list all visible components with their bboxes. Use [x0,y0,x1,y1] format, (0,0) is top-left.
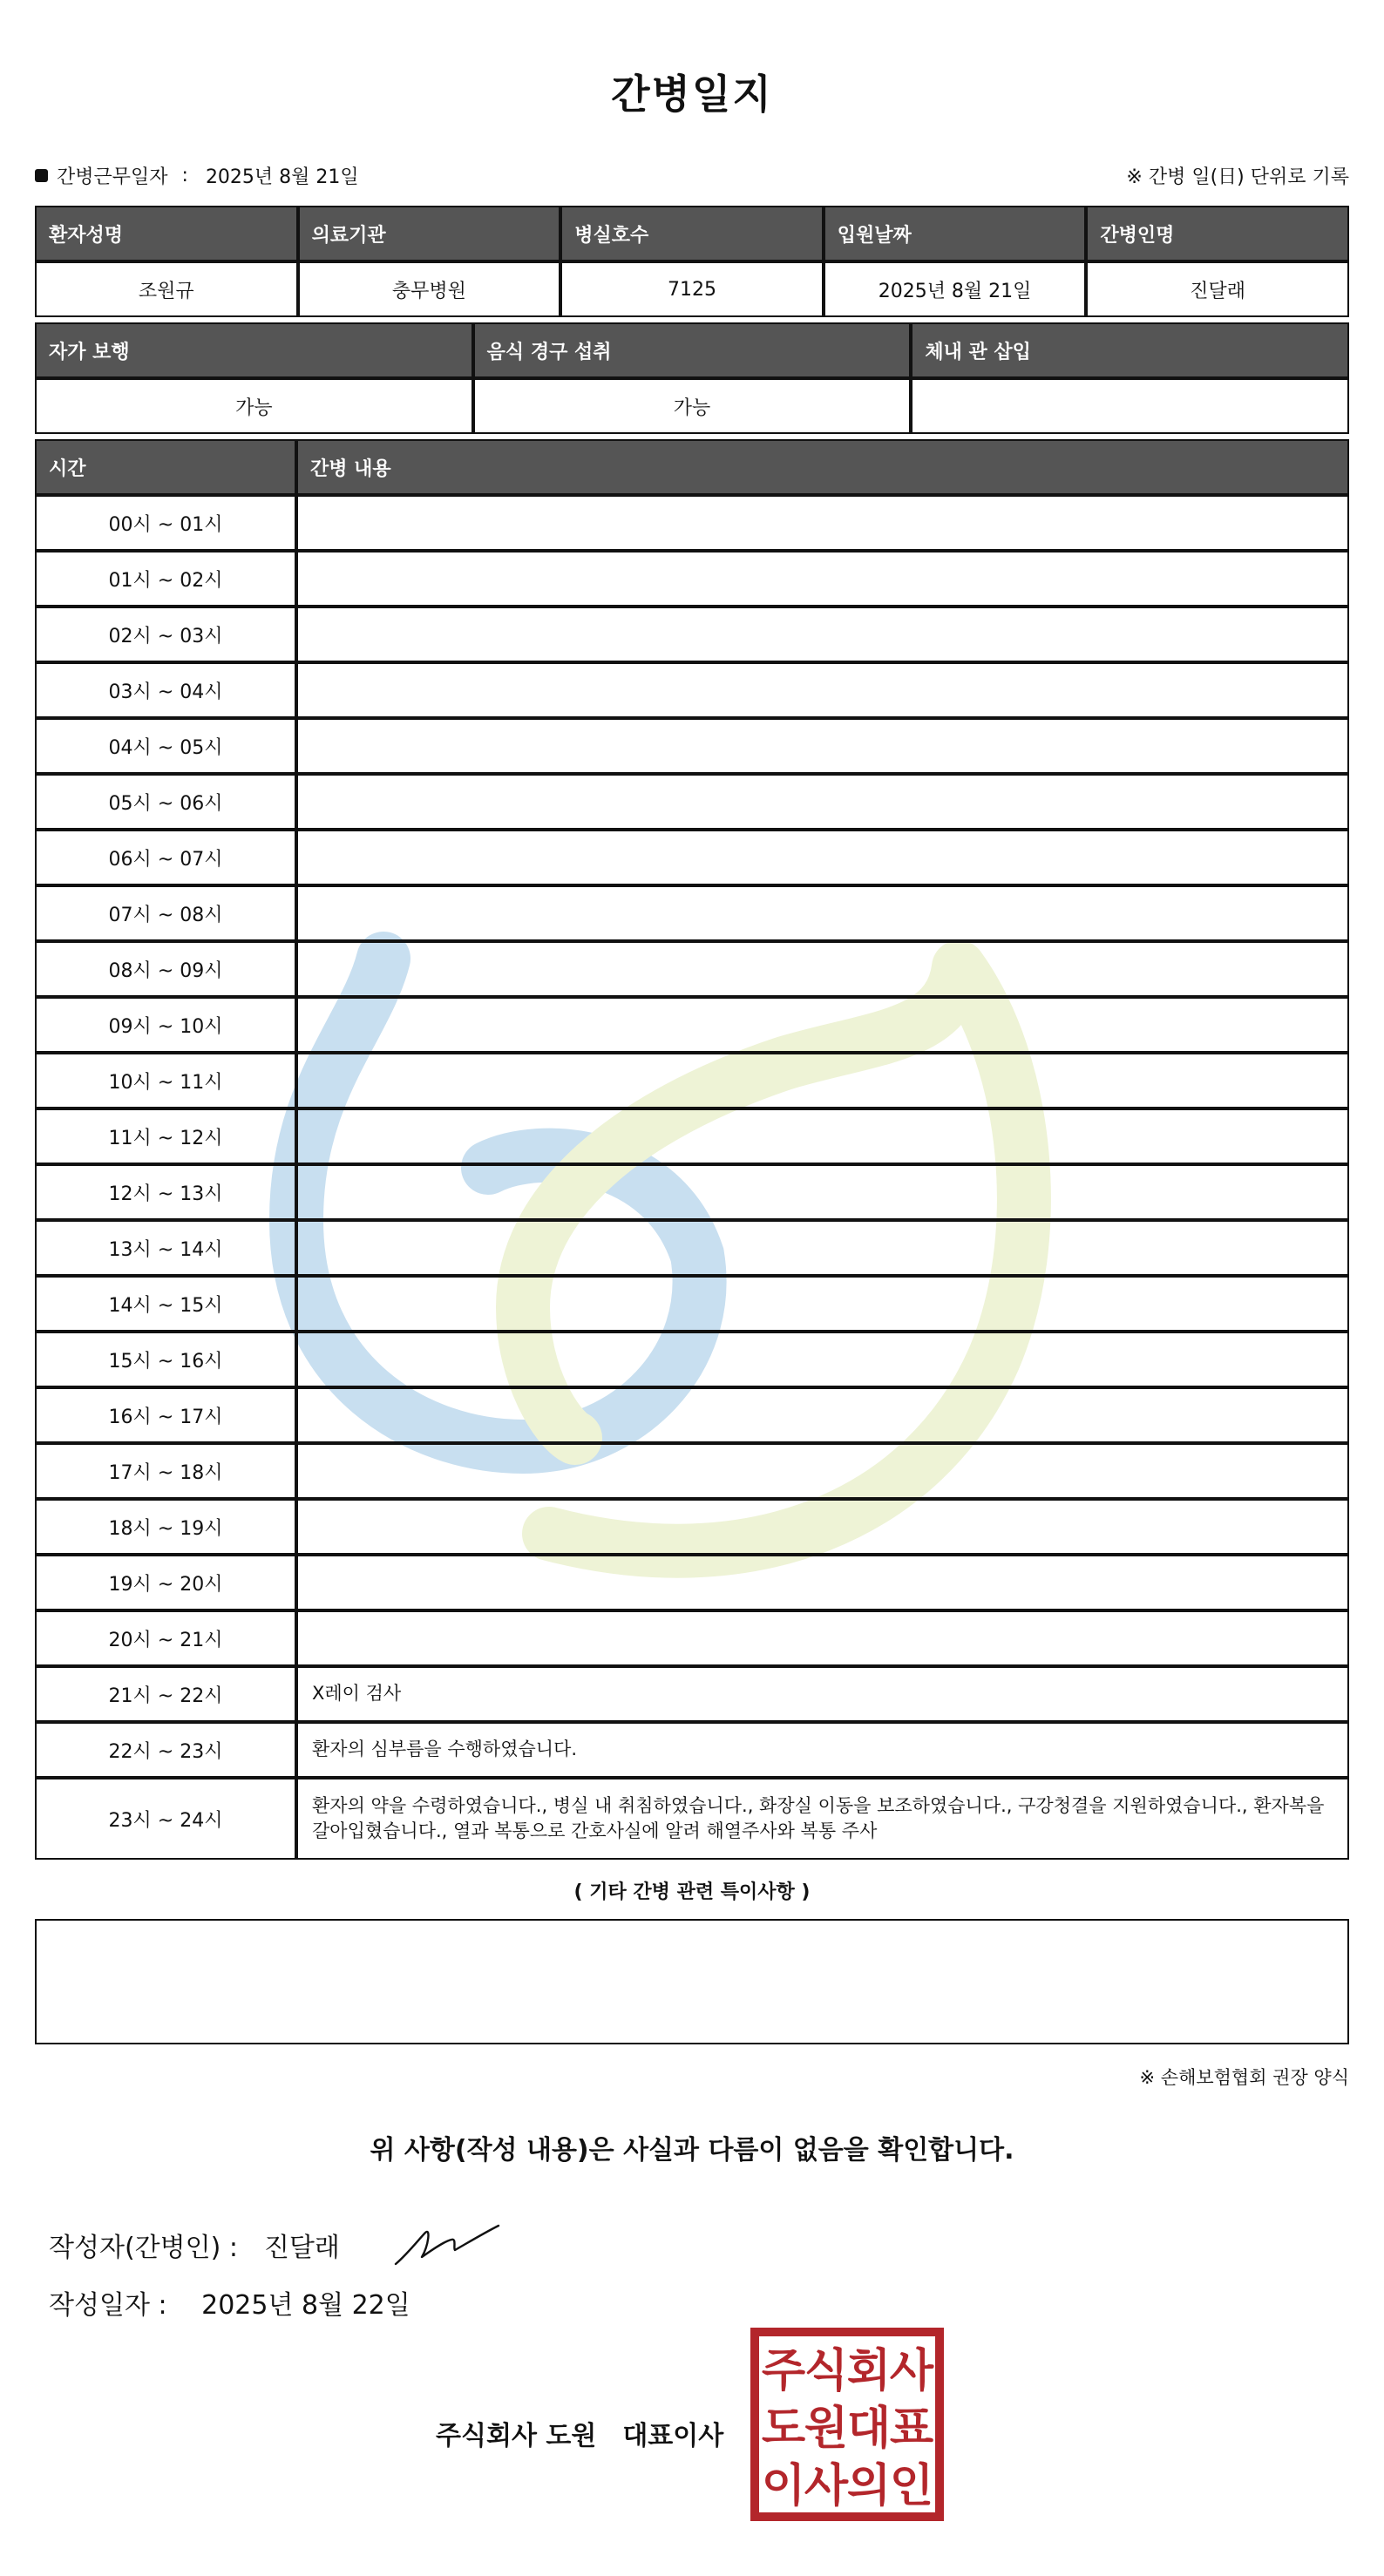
care-log-row [35,997,1349,1053]
patient-name-value: 조원규 [35,261,298,317]
care-log-time: 14시 ~ 15시 [35,1276,296,1332]
care-log-time: 22시 ~ 23시 [35,1722,296,1778]
tube-insertion-value [911,378,1349,434]
special-notes-label: ( 기타 간병 관련 특이사항 ) [573,1881,811,1903]
care-log-row [35,1164,1349,1220]
patient-info-table [35,206,1349,317]
care-log-content [296,662,1349,718]
care-log-row [35,718,1349,774]
care-log-time: 09시 ~ 10시 [35,997,296,1053]
signature-image [390,2219,504,2271]
care-log-content [296,1220,1349,1276]
care-log-time: 23시 ~ 24시 [35,1778,296,1860]
care-log-row [35,495,1349,551]
header-room-number: 병실호수 [560,206,824,261]
care-log-time: 13시 ~ 14시 [35,1220,296,1276]
header-caregiver-name: 간병인명 [1086,206,1349,261]
work-date-value: 2025년 8월 21일 [205,166,359,188]
colon-separator: : [181,165,188,186]
care-log-row [35,551,1349,607]
work-date-label: 간병근무일자 [57,166,168,188]
care-log-content [296,1443,1349,1499]
header-patient-name: 환자성명 [35,206,298,261]
care-log-row [35,830,1349,885]
care-log-row [35,1666,1349,1722]
svg-text:이: 이 [761,2460,806,2512]
header-time: 시간 [35,439,296,495]
care-log-row [35,1053,1349,1108]
care-log-content [296,1276,1349,1332]
care-log-row [35,1499,1349,1555]
header-tube-insertion: 체내 관 삽입 [911,322,1349,378]
svg-text:원: 원 [804,2403,849,2455]
care-log-content: 환자의 약을 수령하였습니다., 병실 내 취침하였습니다., 화장실 이동을 보조하였습니다., 구강청결을 지원하였습니다., 환자복을 갈아입혔습니다., 열과 복통으로 간호사실에 알려 해열주사와 복통 주사 [296,1778,1349,1860]
care-log-time: 18시 ~ 19시 [35,1499,296,1555]
care-log-content [296,774,1349,830]
special-notes-box [35,1919,1349,2044]
care-log-time: 01시 ~ 02시 [35,551,296,607]
care-log-time: 04시 ~ 05시 [35,718,296,774]
company-signoff [436,2414,723,2452]
care-log-row [35,1220,1349,1276]
caregiver-name-value: 진달래 [1086,261,1349,317]
care-log-row [35,1610,1349,1666]
writer-name: 진달래 [263,2233,340,2263]
care-log-content [296,830,1349,885]
care-log-row [35,774,1349,830]
care-log-time: 03시 ~ 04시 [35,662,296,718]
care-log-time: 16시 ~ 17시 [35,1387,296,1443]
care-log-row [35,607,1349,662]
ability-info-table [35,322,1349,434]
admission-date-value: 2025년 8월 21일 [824,261,1087,317]
svg-text:의: 의 [846,2460,892,2512]
svg-text:회: 회 [846,2345,892,2397]
care-log-time: 05시 ~ 06시 [35,774,296,830]
svg-text:대: 대 [846,2403,892,2455]
svg-text:사: 사 [889,2345,934,2397]
care-log-content [296,495,1349,551]
care-log-content [296,1164,1349,1220]
unit-note: ※ 간병 일(日) 단위로 기록 [1126,166,1349,188]
care-log-content [296,551,1349,607]
care-log-content: 환자의 심부름을 수행하였습니다. [296,1722,1349,1778]
written-date-value: 2025년 8월 22일 [201,2290,410,2321]
header-admission-date: 입원날짜 [824,206,1087,261]
care-log-time: 02시 ~ 03시 [35,607,296,662]
recommend-note: ※ 손해보험협회 권장 양식 [1139,2067,1349,2088]
care-log-content [296,1555,1349,1610]
care-log-time: 11시 ~ 12시 [35,1108,296,1164]
self-walking-value: 가능 [35,378,473,434]
hospital-value: 충무병원 [298,261,561,317]
company-seal-stamp [750,2327,945,2522]
care-log-time: 20시 ~ 21시 [35,1610,296,1666]
care-log-row [35,1387,1349,1443]
company-title: 대표이사 [622,2421,724,2451]
care-log-time: 06시 ~ 07시 [35,830,296,885]
svg-text:도: 도 [761,2403,806,2455]
care-log-time: 10시 ~ 11시 [35,1053,296,1108]
care-log-body [35,495,1349,1860]
care-log-time: 21시 ~ 22시 [35,1666,296,1722]
header-hospital: 의료기관 [298,206,561,261]
care-log-row [35,1332,1349,1387]
care-log-time: 15시 ~ 16시 [35,1332,296,1387]
header-self-walking: 자가 보행 [35,322,473,378]
svg-text:사: 사 [804,2460,849,2512]
written-date-label: 작성일자 : [49,2290,167,2321]
care-log-row [35,1108,1349,1164]
care-log-content: X레이 검사 [296,1666,1349,1722]
header-care-content: 간병 내용 [296,439,1349,495]
care-log-time: 08시 ~ 09시 [35,941,296,997]
care-log-row [35,1443,1349,1499]
bullet-square-icon [35,169,48,182]
svg-text:주: 주 [761,2345,806,2397]
care-log-row [35,885,1349,941]
care-log-content [296,1053,1349,1108]
care-log-time: 00시 ~ 01시 [35,495,296,551]
writer-row [49,2219,504,2271]
care-log-content [296,718,1349,774]
care-log-content [296,1108,1349,1164]
care-log-time: 12시 ~ 13시 [35,1164,296,1220]
care-log-content [296,1387,1349,1443]
care-log-table [35,439,1349,1860]
oral-intake-value: 가능 [473,378,912,434]
care-log-content [296,607,1349,662]
work-date-row [35,162,1349,192]
care-log-content [296,1499,1349,1555]
written-date-row [49,2283,410,2322]
care-log-row [35,1276,1349,1332]
writer-label: 작성자(간병인) : [49,2233,238,2263]
care-log-time: 17시 ~ 18시 [35,1443,296,1499]
care-log-row [35,941,1349,997]
page-title: 간병일지 [611,71,773,118]
confirmation-statement: 위 사항(작성 내용)은 사실과 다름이 없음을 확인합니다. [370,2135,1014,2166]
care-log-content [296,1610,1349,1666]
care-log-content [296,885,1349,941]
svg-text:표: 표 [889,2403,934,2455]
care-log-row [35,1722,1349,1778]
header-oral-intake: 음식 경구 섭취 [473,322,912,378]
svg-text:식: 식 [804,2345,849,2397]
care-log-content [296,997,1349,1053]
care-log-time: 07시 ~ 08시 [35,885,296,941]
care-log-row [35,1555,1349,1610]
room-number-value: 7125 [560,261,824,317]
care-log-content [296,941,1349,997]
company-name: 주식회사 도원 [436,2421,597,2451]
care-log-row [35,662,1349,718]
care-log-content [296,1332,1349,1387]
care-log-time: 19시 ~ 20시 [35,1555,296,1610]
care-log-row [35,1778,1349,1860]
svg-text:인: 인 [889,2460,934,2512]
